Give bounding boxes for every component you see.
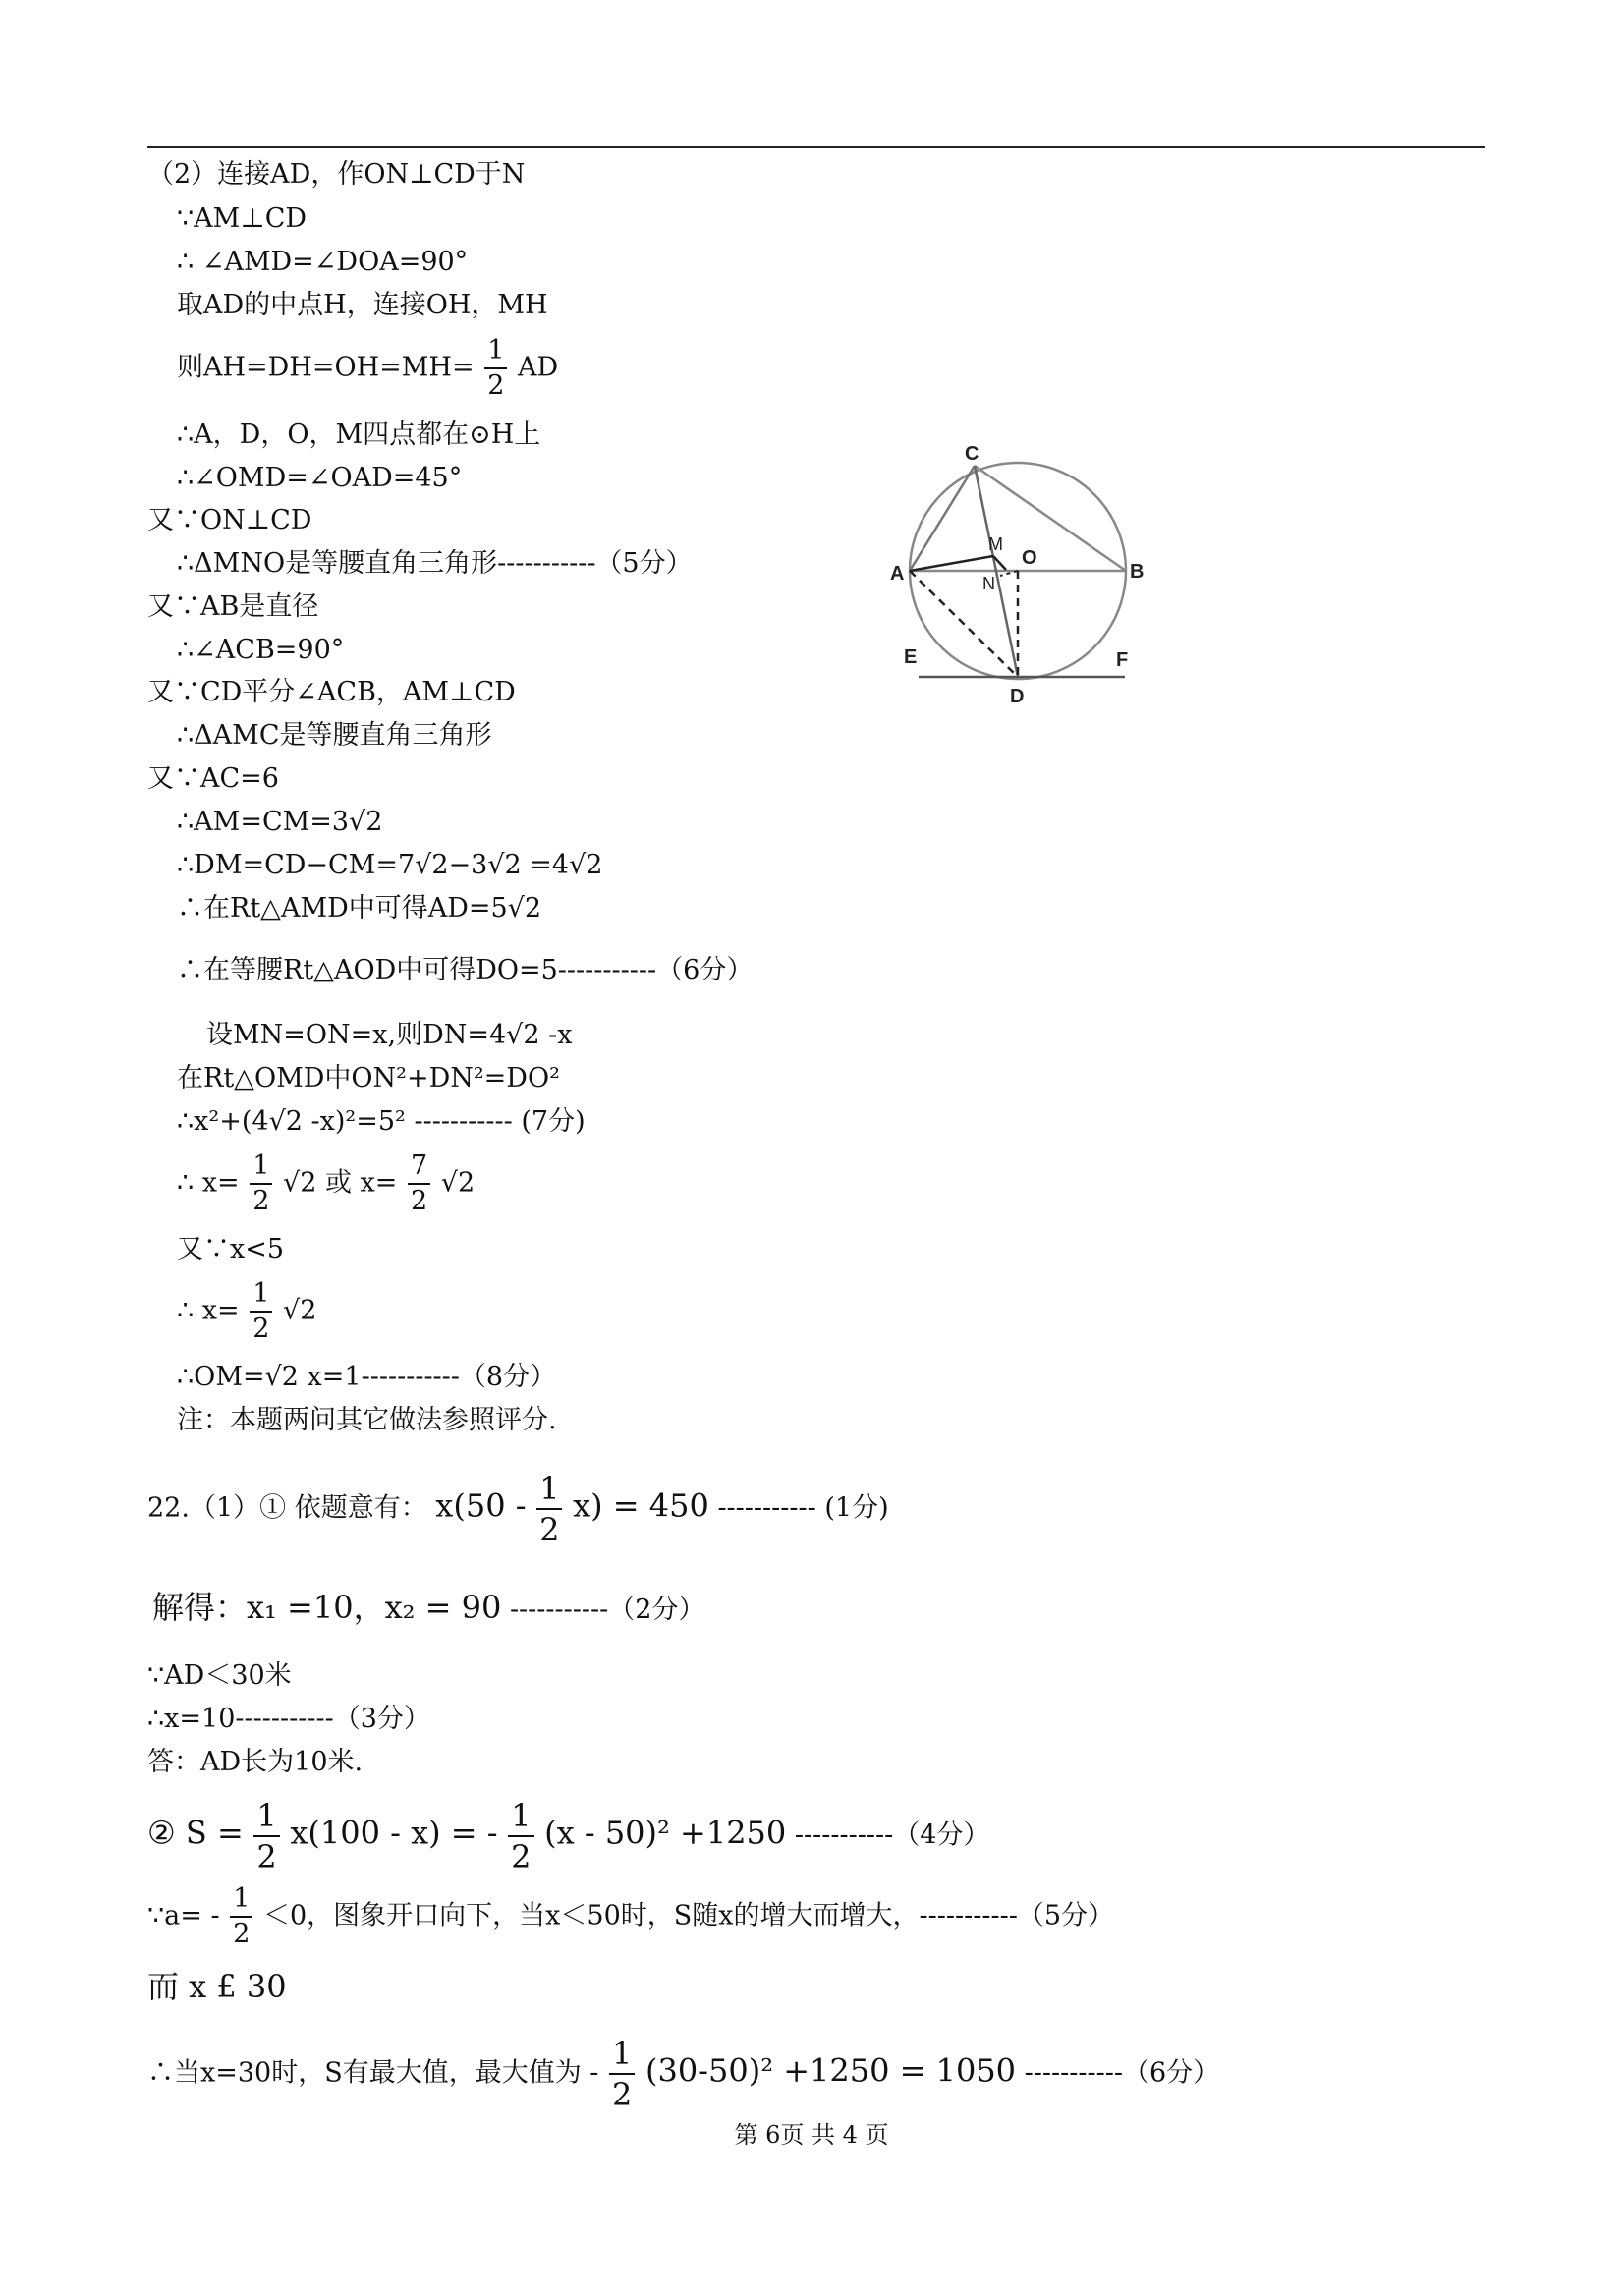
fraction: $\frac{1}{2}$ <box>536 1469 562 1549</box>
label-f: F <box>1116 649 1129 671</box>
text-line: 又∵x<5 <box>177 1234 285 1264</box>
text-line: ∴ ∠AMD=∠DOA=90° <box>177 247 469 277</box>
problem-22-line: 22.（1）① 依题意有： x(50 - $\frac{1}{2}$ x) = 450 ----------- (1分) <box>147 1470 889 1548</box>
text-line: 设MN=ON=x,则DN=4√2 -x <box>206 1020 573 1050</box>
fraction: $\frac{1}{2}$ <box>250 1277 272 1346</box>
circle-geometry-figure <box>884 442 1159 717</box>
text-line: 取AD的中点H，连接OH，MH <box>177 290 548 320</box>
label-a: A <box>890 563 905 585</box>
text-line: ② S = $\frac{1}{2}$ x(100 - x) = - $\frac{1}{2}$ (x - 50)² +1250 -----------（4分） <box>147 1797 990 1876</box>
fraction: $\frac{7}{2}$ <box>408 1149 430 1218</box>
text-line: ∴∠OMD=∠OAD=45° <box>177 463 463 493</box>
text-line: ∵AD＜30米 <box>147 1660 292 1691</box>
text-line: ∵a= - $\frac{1}{2}$ ＜0，图象开口向下，当x＜50时，S随x的增大而增大，-----------（5分） <box>147 1883 1115 1949</box>
text-line: ∴x=10-----------（3分） <box>147 1704 430 1734</box>
segment-am <box>910 556 993 571</box>
text-line: ∴在等腰Rt△AOD中可得DO=5-----------（6分） <box>177 955 754 985</box>
text-line: 又∵CD平分∠ACB，AM⊥CD <box>147 677 516 707</box>
fraction: $\frac{1}{2}$ <box>253 1796 279 1876</box>
fraction: $\frac{1}{2}$ <box>484 334 507 403</box>
label-m: M <box>988 534 1003 554</box>
label-b: B <box>1130 561 1145 583</box>
text-line: ∴当x=30时，S有最大值，最大值为 - $\frac{1}{2}$ (30-50)² +1250 = 1050 -----------（6分） <box>147 2035 1220 2113</box>
text-line: ∴ΔMNO是等腰直角三角形-----------（5分） <box>177 548 693 579</box>
text-line: 而 x £ 30 <box>147 1968 287 2005</box>
page-footer: 第 6页 共 4 页 <box>734 2121 889 2149</box>
text-line: 又∵ON⊥CD <box>147 505 312 535</box>
text-line: 又∵AC=6 <box>147 763 279 794</box>
label-d: D <box>1010 686 1025 707</box>
fraction: $\frac{1}{2}$ <box>609 2034 635 2114</box>
text-line: ∵AM⊥CD <box>177 203 308 234</box>
text-line: ∴ x= $\frac{1}{2}$ √2 <box>177 1278 317 1344</box>
text-line: ∴ x= $\frac{1}{2}$ √2 或 x= $\frac{7}{2}$ √2 <box>177 1150 476 1216</box>
text-line: ∴OM=√2 x=1-----------（8分） <box>177 1362 557 1392</box>
label-e: E <box>904 646 918 668</box>
text-line: 解得：x₁ =10，x₂ = 90 -----------（2分） <box>152 1589 705 1626</box>
text-line: 则AH=DH=OH=MH= $\frac{1}{2}$ AD <box>177 335 559 401</box>
label-c: C <box>965 443 979 465</box>
label-n: N <box>982 574 995 593</box>
segment-cb <box>975 466 1126 571</box>
fraction: $\frac{1}{2}$ <box>508 1796 533 1876</box>
text-line: ∴A，D，O，M四点都在⊙H上 <box>177 420 541 450</box>
text-line: ∴ΔAMC是等腰直角三角形 <box>177 720 492 751</box>
fraction: $\frac{1}{2}$ <box>230 1882 252 1951</box>
text-line: 答：AD长为10米. <box>147 1747 364 1777</box>
text-line: ∴x²+(4√2 -x)²=5² ----------- (7分) <box>177 1106 586 1137</box>
fraction: $\frac{1}{2}$ <box>250 1149 272 1218</box>
text-line: ∴AM=CM=3√2 <box>177 807 383 837</box>
segment-ad-dashed <box>910 571 1018 677</box>
text-line: 又∵AB是直径 <box>147 591 319 622</box>
text-line: ∴∠ACB=90° <box>177 635 345 665</box>
header-rule <box>147 146 1485 148</box>
label-o: O <box>1022 547 1037 569</box>
note-line: 注：本题两问其它做法参照评分. <box>177 1405 557 1435</box>
text-line: 在Rt△OMD中ON²+DN²=DO² <box>177 1063 560 1093</box>
segment-ac <box>910 466 975 571</box>
text-line: （2）连接AD，作ON⊥CD于N <box>147 159 526 190</box>
text-line: ∴DM=CD−CM=7√2−3√2 =4√2 <box>177 850 603 880</box>
text-line: ∴在Rt△AMD中可得AD=5√2 <box>177 893 542 924</box>
